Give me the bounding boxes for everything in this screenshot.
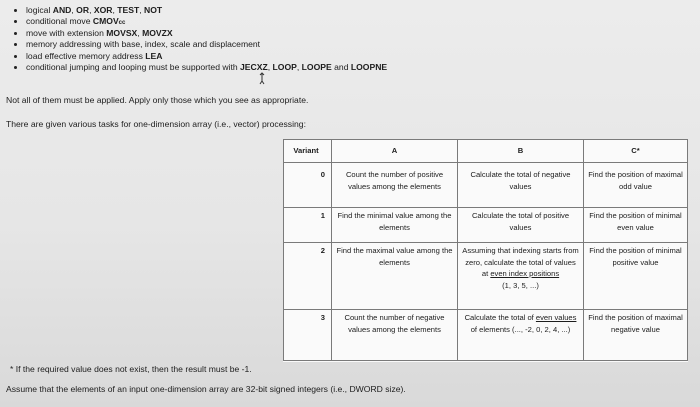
table-row [284,243,688,310]
list-item: logical AND, OR, XOR, TEST, NOT [14,5,387,16]
table-row [284,310,688,361]
task-b-cell: Assuming that indexing starts from zero, calculate the total of values at even index positions (1, 3, 5, ...) [458,243,584,310]
list-item: conditional move CMOVcc [14,16,387,27]
list-item: memory addressing with base, index, scale and displacement [14,39,387,50]
variant-cell: 1 [284,208,332,243]
task-b-cell: Calculate the total of even values of elements (..., -2, 0, 2, 4, ...) [458,310,584,361]
header-c: C* [584,140,688,163]
table-row [284,208,688,243]
task-c-cell: Find the position of maximal odd value [584,163,688,208]
tasks-table-container [283,139,688,362]
bullet-dot-icon [14,55,17,58]
instruction-note: Not all of them must be applied. Apply only those which you see as appropriate. [6,95,309,105]
variant-cell: 2 [284,243,332,310]
header-a: A [332,140,458,163]
list-item: load effective memory address LEA [14,51,387,62]
list-item: conditional jumping and looping must be supported with JECXZ, LOOP, LOOPE and LOOPNE [14,62,387,73]
bullet-dot-icon [14,9,17,12]
table-header-row [284,140,688,163]
task-c-cell: Find the position of minimal even value [584,208,688,243]
mouse-cursor-icon [257,72,267,86]
bullet-dot-icon [14,20,17,23]
task-c-cell: Find the position of maximal negative value [584,310,688,361]
table-row [284,163,688,208]
requirements-list [14,5,387,73]
task-a-cell: Find the maximal value among the elements [332,243,458,310]
tasks-table [283,139,688,361]
variant-cell: 3 [284,310,332,361]
bullet-dot-icon [14,32,17,35]
task-b-cell: Calculate the total of positive values [458,208,584,243]
task-a-cell: Find the minimal value among the elements [332,208,458,243]
tasks-intro: There are given various tasks for one-dimension array (i.e., vector) processing: [6,119,306,129]
assumption-note: Assume that the elements of an input one-dimension array are 32-bit signed integers (i.e., DWORD size). [6,384,406,394]
header-b: B [458,140,584,163]
task-a-cell: Count the number of positive values among the elements [332,163,458,208]
task-a-cell: Count the number of negative values among the elements [332,310,458,361]
bullet-dot-icon [14,43,17,46]
bullet-dot-icon [14,66,17,69]
list-item: move with extension MOVSX, MOVZX [14,28,387,39]
variant-cell: 0 [284,163,332,208]
task-b-cell: Calculate the total of negative values [458,163,584,208]
task-c-cell: Find the position of minimal positive value [584,243,688,310]
footnote: * If the required value does not exist, then the result must be -1. [10,364,252,374]
header-variant: Variant [284,140,332,163]
